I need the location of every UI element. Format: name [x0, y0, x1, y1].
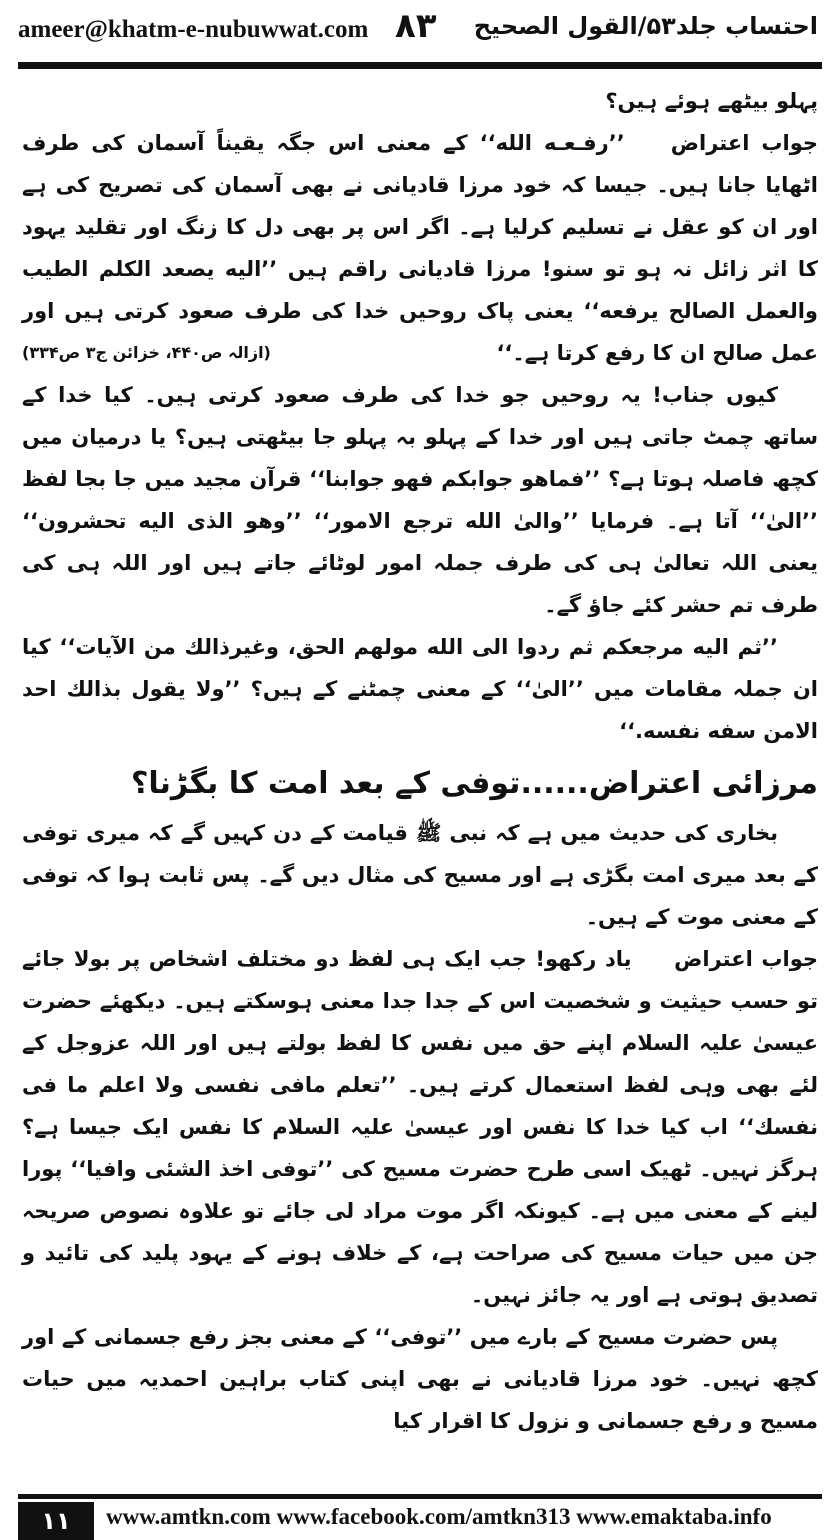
citation-ref: (ازالہ ص۴۴۰، خزائن ج۳ ص۳۳۴) — [22, 343, 271, 362]
paragraph-2-text: ’’رفـعـه الله‘‘ کے معنی اس جگہ یقیناً آسمان کی طرف اٹھایا جانا ہیں۔ جیسا کہ خود مرزا قادیانی نے بھی آسمان کی تصریح کی ہے اور ان کو عقل نے تسلیم کرلیا ہے۔ اگر اس پر بھی دل کا زنگ اور تقلید یہود کا اثر زائل نہ ہو تو سنو! مرزا قادیانی راقم ہیں ’’الیه یصعد الکلم الطیب والعمل الصالح یرفعه‘‘ یعنی پاک روحیں خدا کی طرف صعود کرتی ہیں اور عمل صالح ان کا رفع کرتا ہے۔‘‘ — [22, 131, 818, 365]
footer-rule — [18, 1494, 822, 1499]
paragraph-1: پہلو بیٹھے ہوئے ہیں؟ — [605, 89, 818, 113]
paragraph-4: ’’ثم الیه مرجعکم ثم ردوا الی الله مولهم الحق، وغیرذالك من الآیات‘‘ کیا ان جملہ مقامات میں ’’الیٰ‘‘ کے معنی چمٹنے کے ہیں؟ ’’ولا یقول بذالك احد الامن سفه نفسه.‘‘ — [22, 635, 818, 743]
page-number: ۸۳ — [395, 6, 437, 46]
paragraph-2 — [22, 122, 818, 374]
book-title: احتساب جلد۵۳/القول الصحیح — [473, 12, 818, 40]
answer-label-1: جواب اعتراض — [670, 131, 819, 155]
footer-urls: www.amtkn.com www.facebook.com/amtkn313 www.emaktaba.info — [106, 1504, 772, 1529]
paragraph-7: پس حضرت مسیح کے بارے میں ’’توفی‘‘ کے معنی بجز رفع جسمانی کے اور کچھ نہیں۔ خود مرزا قادیانی نے بھی اپنی کتاب براہین احمدیہ میں حیات مسیح و رفع جسمانی و نزول کا اقرار کیا — [22, 1325, 818, 1433]
section-heading: مرزائی اعتراض......توفی کے بعد امت کا بگڑنا؟ — [130, 766, 818, 801]
header-email: ameer@khatm-e-nubuwwat.com — [18, 16, 369, 43]
footer-page-box: ۱۱ — [18, 1502, 94, 1540]
paragraph-6-text: یاد رکھو! جب ایک ہی لفظ دو مختلف اشخاص پر بولا جائے تو حسب حیثیت و شخصیت اس کے جدا جدا معنی ہوسکتے ہیں۔ دیکھئے حضرت عیسیٰ علیہ السلام اپنے حق میں نفس کا لفظ بولتے ہیں اور اللہ عزوجل کے لئے بھی وہی لفظ استعمال کرتے ہیں۔ ’’تعلم مافی نفسی ولا اعلم ما فی نفسك‘‘ اب کیا خدا کا نفس اور عیسیٰ علیہ السلام کا نفس ایک جیسا ہے؟ ہرگز نہیں۔ ٹھیک اسی طرح حضرت مسیح کی ’’توفی اخذ الشئی وافیا‘‘ پورا لینے کے معنی میں ہے۔ کیونکہ اگر موت مراد لی جائے تو علاوہ نصوص صریحہ جن میں حیات مسیح کی صراحت ہے، کے خلاف ہونے کے یہود پلید کی تائید و تصدیق ہوتی ہے اور یہ جائز نہیں۔ — [22, 947, 818, 1307]
paragraph-6 — [22, 938, 818, 1316]
page-header — [0, 0, 840, 62]
page-body — [22, 80, 818, 1442]
paragraph-5: بخاری کی حدیث میں ہے کہ نبی ﷺ قیامت کے دن کہیں گے کہ میری توفی کے بعد میری امت بگڑی ہے اور مسیح کی مثال دیں گے۔ پس ثابت ہوا کہ توفی کے معنی موت کے ہیں۔ — [22, 821, 818, 929]
header-rule — [18, 62, 822, 69]
page-footer — [0, 1488, 840, 1540]
paragraph-3: کیوں جناب! یہ روحیں جو خدا کی طرف صعود کرتی ہیں۔ کیا خدا کے ساتھ چمٹ جاتی ہیں اور خدا کے پہلو بہ پہلو جا بیٹھتی ہیں؟ یا درمیان میں کچھ فاصلہ ہوتا ہے؟ ’’فماهو جوابکم فهو جوابنا‘‘ قرآن مجید میں جا بجا لفظ ’’الیٰ‘‘ آتا ہے۔ فرمایا ’’والیٰ الله ترجع الامور‘‘ ’’وهو الذی الیه تحشرون‘‘ یعنی اللہ تعالیٰ ہی کی طرف جملہ امور لوٹائے جاتے ہیں اور اللہ ہی کی طرف تم حشر کئے جاؤ گے۔ — [22, 383, 818, 617]
answer-label-2: جواب اعتراض — [674, 947, 819, 971]
